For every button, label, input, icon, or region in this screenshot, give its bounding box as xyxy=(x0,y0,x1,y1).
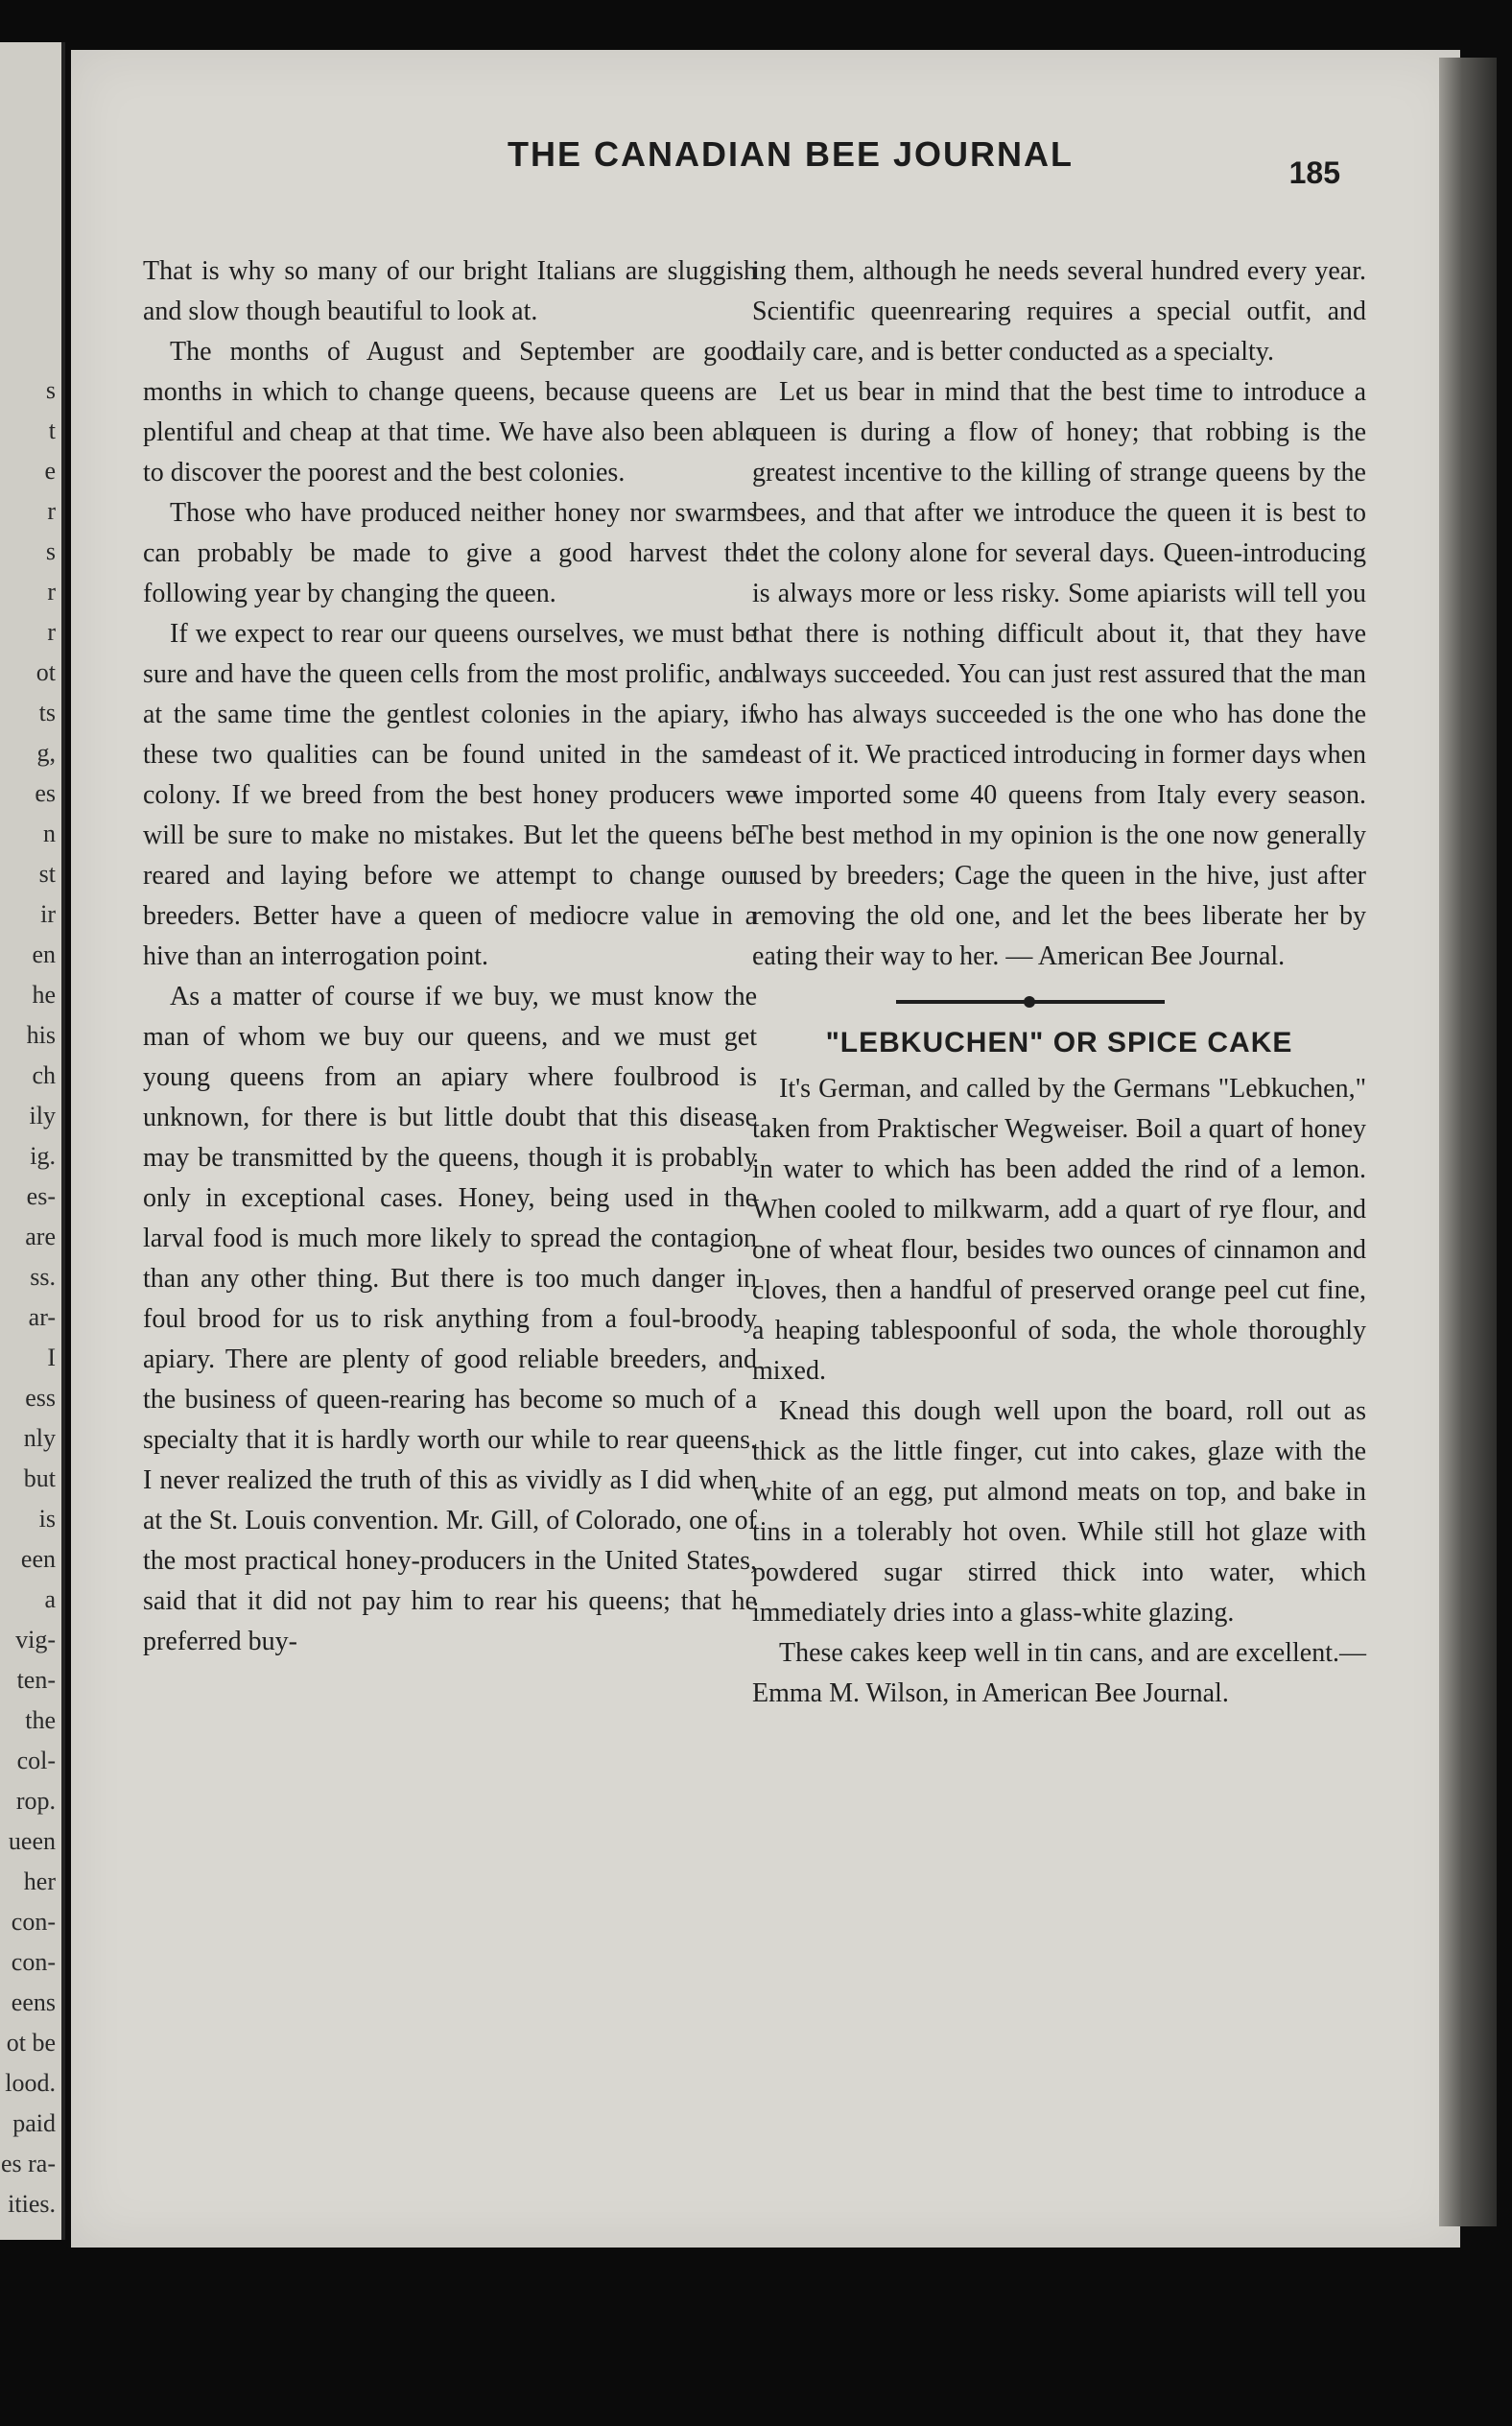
paragraph: Let us bear in mind that the best time to introduce a queen is during a flow of honey; that robbing is the greatest incentive to the killing of strange queens by the bees, and that after we introduce the queen it is best to let the colony alone for several days. Queen-introducing is always more or less risky. Some apiarists will tell you that there is nothing difficult about it, that they have always succeeded. You can just rest assured that the man who has always succeeded is the one who has done the least of it. We practiced introducing in former days when we imported some 40 queens from Italy every season. The best method in my opinion is the one now generally used by breeders; Cage the queen in the hive, just after removing the old one, and let the bees liberate her by eating their way to her. — American Bee Journal. xyxy=(752,377,1366,971)
margin-fragment: ess xyxy=(25,1384,56,1412)
margin-fragment: ueen xyxy=(8,1827,56,1855)
margin-fragment: paid xyxy=(12,2109,56,2137)
margin-fragment: e xyxy=(44,457,56,485)
margin-fragment: her xyxy=(23,1867,56,1895)
margin-fragment: t xyxy=(48,416,56,444)
margin-fragment: ily xyxy=(29,1102,56,1130)
margin-fragment: ss. xyxy=(30,1263,56,1291)
book-spine xyxy=(1439,58,1497,2226)
margin-fragment: es ra- xyxy=(0,2150,56,2177)
margin-fragment: st xyxy=(38,860,56,888)
page-number: 185 xyxy=(1288,155,1340,190)
journal-page xyxy=(71,50,1460,2248)
paragraph: It's German, and called by the Germans "Lebkuchen," taken from Praktischer Wegweiser. Boil a quart of honey in water to which has been added the rind of a lemon. When cooled to milkwarm, add a quart of rye flour, and one of wheat flour, besides two ounces of cinnamon and cloves, then a handful of preserved orange peel cut fine, a heaping tablespoonful of soda, the whole thoroughly mixed. xyxy=(752,1074,1366,1386)
margin-fragment: rop. xyxy=(15,1787,56,1815)
margin-fragment: ities. xyxy=(8,2190,56,2218)
running-head: THE CANADIAN BEE JOURNAL xyxy=(507,134,1075,174)
margin-fragment: are xyxy=(25,1223,56,1250)
paragraph: Knead this dough well upon the board, roll out as thick as the little finger, cut into cakes, glaze with the white of an egg, put almond meats on top, and bake in tins in a tolerably hot oven. While still hot glaze with powdered sugar stirred thick into water, which immediately dries into a glass-white glazing. xyxy=(752,1396,1366,1628)
margin-fragment: ot be xyxy=(6,2029,56,2057)
margin-fragment: en xyxy=(32,940,56,968)
margin-fragment: a xyxy=(44,1585,56,1613)
margin-fragment: con- xyxy=(11,1908,56,1936)
paragraph: That is why so many of our bright Italians are sluggish and slow though beautiful to look at. xyxy=(143,256,757,326)
margin-fragment: lood. xyxy=(5,2069,56,2097)
margin-fragment: een xyxy=(20,1545,56,1573)
article-body xyxy=(752,1069,1366,1714)
margin-fragment: col- xyxy=(16,1747,56,1774)
right-column-text xyxy=(752,251,1366,977)
right-column xyxy=(752,251,1366,1714)
paragraph: These cakes keep well in tin cans, and are excellent.—Emma M. Wilson, in American Bee Journal. xyxy=(752,1638,1366,1708)
margin-fragment: r xyxy=(47,578,56,606)
paragraph: If we expect to rear our queens ourselves, we must be sure and have the queen cells from the most prolific, and at the same time the gentlest colonies in the apiary, if these two qualities can be found united in the same colony. If we breed from the best honey producers we will be sure to make no mistakes. But let the queens be reared and laying before we attempt to change our breeders. Better have a queen of mediocre value in a hive than an interrogation point. xyxy=(143,619,757,971)
margin-fragment: r xyxy=(47,497,56,525)
paragraph: As a matter of course if we buy, we must know the man of whom we buy our queens, and we must get young queens from an apiary where foulbrood is unknown, for there is but little doubt that this disease may be transmitted by the queens, though it is probably only in exceptional cases. Honey, being used in the larval food is much more likely to spread the contagion than any other thing. But there is too much danger in foul brood for us to risk anything from a foul-broody apiary. There are plenty of good reliable breeders, and the business of queen-rearing has become so much of a specialty that it is hardly worth our while to rear queens. I never realized the truth of this as vividly as I did when at the St. Louis convention. Mr. Gill, of Colorado, one of the most practical honey-producers in the United States, said that it did not pay him to rear his queens; that he preferred buy- xyxy=(143,982,757,1656)
margin-fragment: ten- xyxy=(16,1666,56,1694)
margin-fragment: r xyxy=(47,618,56,646)
article-heading: "LEBKUCHEN" OR SPICE CAKE xyxy=(825,1027,1293,1058)
margin-fragment: the xyxy=(25,1706,56,1734)
margin-fragment: I xyxy=(47,1344,56,1371)
margin-fragment: es- xyxy=(26,1182,56,1210)
margin-fragment: ot xyxy=(35,658,56,686)
margin-fragment: con- xyxy=(11,1948,56,1976)
margin-fragment: ar- xyxy=(28,1303,56,1331)
margin-fragment: but xyxy=(23,1464,56,1492)
margin-fragment: es xyxy=(35,779,56,807)
margin-fragment: nly xyxy=(23,1424,56,1452)
paragraph: Those who have produced neither honey nor swarms can probably be made to give a good harvest the following year by changing the queen. xyxy=(143,498,757,608)
paragraph: ing them, although he needs several hundred every year. Scientific queenrearing requires a special outfit, and daily care, and is better conducted as a specialty. xyxy=(752,256,1366,367)
margin-fragment: vig- xyxy=(15,1626,56,1653)
margin-fragment: is xyxy=(38,1505,56,1533)
margin-fragment: g, xyxy=(36,739,56,767)
margin-fragment: ig. xyxy=(30,1142,56,1170)
margin-fragment: n xyxy=(43,820,56,847)
left-column xyxy=(143,251,757,1662)
margin-fragment: his xyxy=(26,1021,56,1049)
divider-dot xyxy=(1024,996,1035,1008)
margin-fragment: ts xyxy=(38,699,56,726)
margin-fragment: ir xyxy=(40,900,56,928)
margin-fragment: s xyxy=(45,376,56,404)
paragraph: The months of August and September are good months in which to change queens, because queens are plentiful and cheap at that time. We have also been able to discover the poorest and the best colonies. xyxy=(143,337,757,488)
margin-fragment: s xyxy=(45,537,56,565)
section-divider xyxy=(752,990,1366,1013)
margin-fragment: he xyxy=(32,981,56,1009)
margin-fragment: eens xyxy=(11,1988,56,2016)
adjacent-page-edge xyxy=(0,42,65,2240)
margin-fragment: ch xyxy=(32,1061,56,1089)
